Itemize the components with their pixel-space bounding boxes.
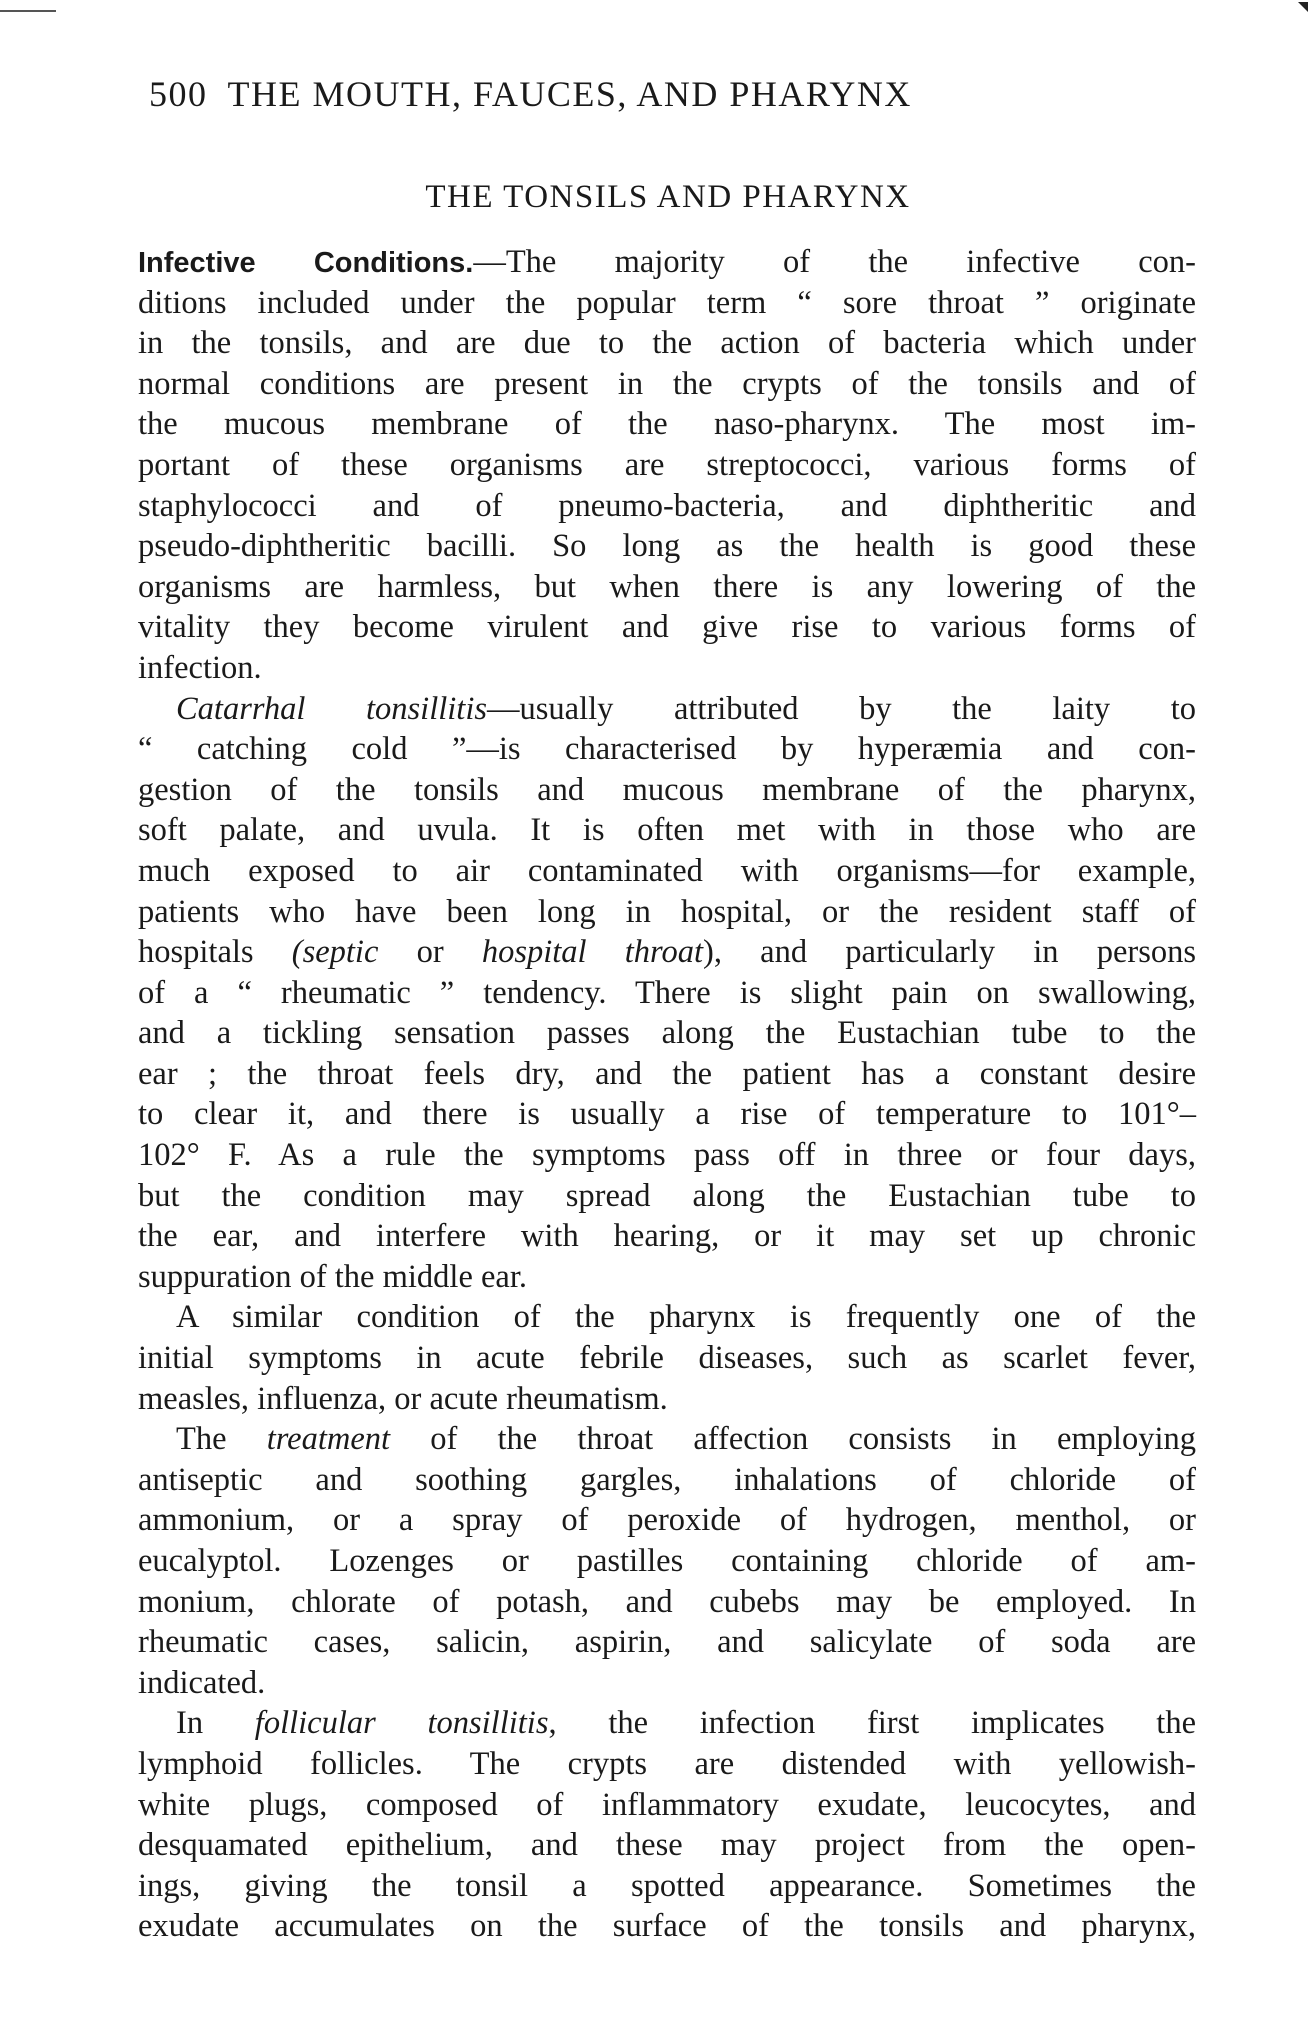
text-line [138,1216,1196,1257]
text-run: —usually attributed by the laity to [487,690,1196,727]
text-line [138,932,1196,973]
text-line [138,242,1196,283]
text-line [138,1541,1196,1582]
text-line [138,1703,1196,1744]
running-title: THE MOUTH, FAUCES, AND PHARYNX [227,74,912,114]
text-run: ditions included under the popular term “ sore throat ” originate [138,284,1196,321]
italic-term: hospital throat [481,934,704,971]
text-line [138,526,1196,567]
text-run: staphylococci and of pneumo-bacteria, and diphtheritic and [138,487,1196,524]
text-run: soft palate, and uvula. It is often met with in those who are [138,812,1196,849]
italic-term: (septic [291,934,379,971]
text-line [138,973,1196,1014]
text-line [138,1135,1196,1176]
text-line [138,892,1196,933]
text-line [138,1257,1196,1298]
italic-term: follicular tonsillitis [254,1705,549,1742]
text-run: —The majority of the infective con- [473,244,1196,280]
text-line [138,851,1196,892]
text-run: initial symptoms in acute febrile diseases, such as scarlet fever, [138,1340,1196,1377]
text-run: indicated. [138,1664,266,1701]
text-run: in the tonsils, and are due to the action of bacteria which under [138,325,1196,362]
text-run: but the condition may spread along the Eustachian tube to [138,1177,1196,1214]
text-line [138,1622,1196,1663]
text-line [138,1094,1196,1135]
text-run: ammonium, or a spray of peroxide of hydrogen, menthol, or [138,1502,1196,1539]
text-run: ), and particularly in persons [703,934,1197,971]
corner-mark [1298,2,1308,12]
text-run: , the infection first implicates the [548,1705,1197,1742]
text-run: ings, giving the tonsil a spotted appearance. Sometimes the [138,1867,1196,1904]
text-run: the mucous membrane of the naso-pharynx. The most im- [138,406,1196,443]
text-run: hospitals [138,934,292,971]
text-run: measles, influenza, or acute rheumatism. [138,1380,668,1417]
text-line [138,364,1196,405]
top-edge-rule [0,10,56,12]
text-run: portant of these organisms are streptococci, various forms of [138,446,1196,483]
text-run: eucalyptol. Lozenges or pastilles containing chloride of am- [138,1543,1196,1579]
text-run: monium, chlorate of potash, and cubebs may be employed. In [138,1583,1196,1620]
text-run: A similar condition of the pharynx is frequently one of the [176,1299,1196,1336]
text-run: patients who have been long in hospital, or the resident staff of [138,893,1196,930]
text-line [138,810,1196,851]
text-run: of a “ rheumatic ” tendency. There is slight pain on swallowing, [138,974,1196,1011]
text-run: ear ; the throat feels dry, and the patient has a constant desire [138,1055,1196,1092]
text-line [138,1906,1196,1947]
text-run: vitality they become virulent and give rise to various forms of [138,609,1196,646]
text-run: The [176,1421,267,1458]
text-run: pseudo-diphtheritic bacilli. So long as the health is good these [138,528,1196,565]
text-run: suppuration of the middle ear. [138,1258,528,1295]
text-run: exudate accumulates on the surface of the tonsils and pharynx, [138,1908,1196,1945]
text-line [138,283,1196,324]
text-run: gestion of the tonsils and mucous membrane of the pharynx, [138,771,1196,808]
text-run: infection. [138,649,262,686]
text-run: or [378,934,482,971]
text-line [138,1419,1196,1460]
text-line [138,1785,1196,1826]
text-line [138,1500,1196,1541]
text-run: to clear it, and there is usually a rise of temperature to 101°– [138,1096,1196,1133]
italic-term: Catarrhal tonsillitis [176,690,488,727]
text-line [138,404,1196,445]
text-run: desquamated epithelium, and these may project from the open- [138,1827,1196,1864]
text-line [138,1013,1196,1054]
text-run: of the throat affection consists in employing [390,1421,1196,1458]
text-line [138,1663,1196,1704]
page-number: 500 [149,74,208,114]
text-run: much exposed to air contaminated with organisms—for example, [138,852,1196,889]
text-run: organisms are harmless, but when there is any lowering of the [138,568,1196,605]
text-line [138,1176,1196,1217]
running-head [149,72,1149,116]
text-line [138,1866,1196,1907]
text-run: antiseptic and soothing gargles, inhalations of chloride of [138,1461,1196,1498]
text-run: In [176,1705,255,1742]
text-line [138,1744,1196,1785]
text-line [138,729,1196,770]
text-line [138,1825,1196,1866]
body-text [138,242,1196,1947]
text-line [138,1297,1196,1338]
text-line [138,1460,1196,1501]
run-in-heading: Infective Conditions. [138,247,474,279]
text-line [138,1582,1196,1623]
text-run: “ catching cold ”—is characterised by hyperæmia and con- [138,731,1196,768]
text-line [138,607,1196,648]
text-line [138,770,1196,811]
text-run: the ear, and interfere with hearing, or it may set up chronic [138,1218,1196,1255]
text-line [138,1338,1196,1379]
text-run: rheumatic cases, salicin, aspirin, and salicylate of soda are [138,1624,1196,1661]
text-run: 102° F. As a rule the symptoms pass off in three or four days, [138,1137,1196,1174]
text-line [138,1054,1196,1095]
text-run: normal conditions are present in the crypts of the tonsils and of [138,365,1196,402]
section-title: THE TONSILS AND PHARYNX [425,179,911,215]
text-run: white plugs, composed of inflammatory exudate, leucocytes, and [138,1786,1196,1823]
text-line [138,323,1196,364]
text-run: and a tickling sensation passes along the Eustachian tube to the [138,1015,1196,1052]
text-line [138,689,1196,730]
text-line [138,486,1196,527]
italic-term: treatment [266,1421,391,1458]
text-line [138,567,1196,608]
text-line [138,1379,1196,1420]
text-line [138,648,1196,689]
text-run: lymphoid follicles. The crypts are distended with yellowish- [138,1745,1196,1782]
text-line [138,445,1196,486]
